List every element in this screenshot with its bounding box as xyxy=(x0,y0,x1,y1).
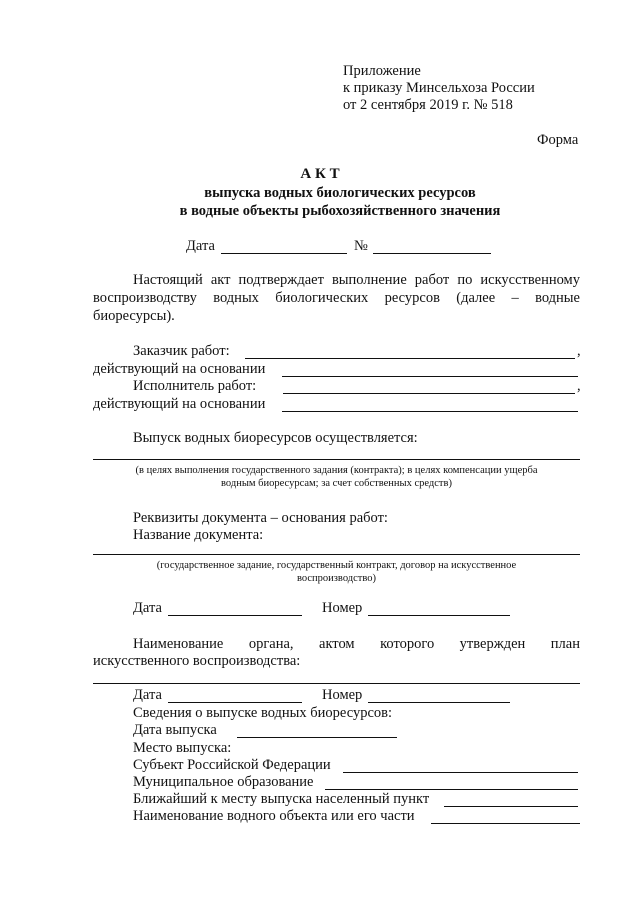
authority-date-label: Дата xyxy=(133,687,162,703)
release-info-heading: Сведения о выпуске водных биоресурсов: xyxy=(133,705,393,721)
intro-line-2: воспроизводству водных биологических ресурсов (далее – водные xyxy=(93,290,580,306)
release-field[interactable] xyxy=(93,459,580,460)
doc-name-hint-2: воспроизводство) xyxy=(296,573,376,584)
authority-field[interactable] xyxy=(93,683,580,684)
executor-basis-field[interactable] xyxy=(282,396,578,412)
doc-name-label: Название документа: xyxy=(133,527,264,543)
intro-line-1: Настоящий акт подтверждает выполнение работ по искусственному xyxy=(133,272,580,288)
header-line-3: от 2 сентября 2019 г. № 518 xyxy=(343,97,513,113)
header-line-1: Приложение xyxy=(343,63,421,79)
water-body-label: Наименование водного объекта или его части xyxy=(133,808,415,824)
release-hint-2: водным биоресурсам; за счет собственных средств) xyxy=(221,478,452,489)
executor-basis-label: действующий на основании xyxy=(93,396,266,412)
doc-name-hint-1: (государственное задание, государственный контракт, договор на искусственное xyxy=(156,560,517,571)
doc-name-field[interactable] xyxy=(93,554,580,555)
authority-line-2: искусственного воспроизводства: xyxy=(93,653,301,669)
number-field[interactable] xyxy=(373,238,491,254)
number-label: № xyxy=(354,238,368,254)
customer-basis-field[interactable] xyxy=(282,361,578,377)
doc-number-field[interactable] xyxy=(368,600,510,616)
municipality-label: Муниципальное образование xyxy=(133,774,314,790)
customer-label: Заказчик работ: xyxy=(133,343,230,359)
act-title: А К Т xyxy=(300,166,340,182)
customer-basis-label: действующий на основании xyxy=(93,361,266,377)
executor-comma: , xyxy=(577,378,581,394)
settlement-field[interactable] xyxy=(444,791,578,807)
act-subtitle-2: в водные объекты рыбохозяйственного значения xyxy=(179,203,501,219)
authority-number-field[interactable] xyxy=(368,687,510,703)
subject-field[interactable] xyxy=(343,757,578,773)
release-hint-1: (в целях выполнения государственного задания (контракта); в целях компенсации ущерба xyxy=(135,465,538,476)
place-label: Место выпуска: xyxy=(133,740,232,756)
date-field[interactable] xyxy=(221,238,347,254)
header-line-2: к приказу Минсельхоза России xyxy=(343,80,535,96)
date-label: Дата xyxy=(186,238,215,254)
act-subtitle-1: выпуска водных биологических ресурсов xyxy=(204,185,476,201)
release-date-field[interactable] xyxy=(237,722,397,738)
authority-line-1: Наименование органа, актом которого утвержден план xyxy=(133,636,580,652)
doc-date-label: Дата xyxy=(133,600,162,616)
subject-label: Субъект Российской Федерации xyxy=(133,757,331,773)
water-body-field[interactable] xyxy=(431,808,580,824)
intro-line-3: биоресурсы). xyxy=(93,308,175,324)
release-date-label: Дата выпуска xyxy=(133,722,217,738)
doc-date-field[interactable] xyxy=(168,600,302,616)
form-label: Форма xyxy=(537,132,579,148)
authority-date-field[interactable] xyxy=(168,687,302,703)
authority-number-label: Номер xyxy=(322,687,363,703)
executor-field[interactable] xyxy=(283,378,575,394)
release-label: Выпуск водных биоресурсов осуществляется: xyxy=(133,430,418,446)
settlement-label: Ближайший к месту выпуска населенный пункт xyxy=(133,791,430,807)
customer-field[interactable] xyxy=(245,343,575,359)
doc-number-label: Номер xyxy=(322,600,363,616)
municipality-field[interactable] xyxy=(325,774,578,790)
customer-comma: , xyxy=(577,343,581,359)
requisites-label: Реквизиты документа – основания работ: xyxy=(133,510,388,526)
executor-label: Исполнитель работ: xyxy=(133,378,257,394)
